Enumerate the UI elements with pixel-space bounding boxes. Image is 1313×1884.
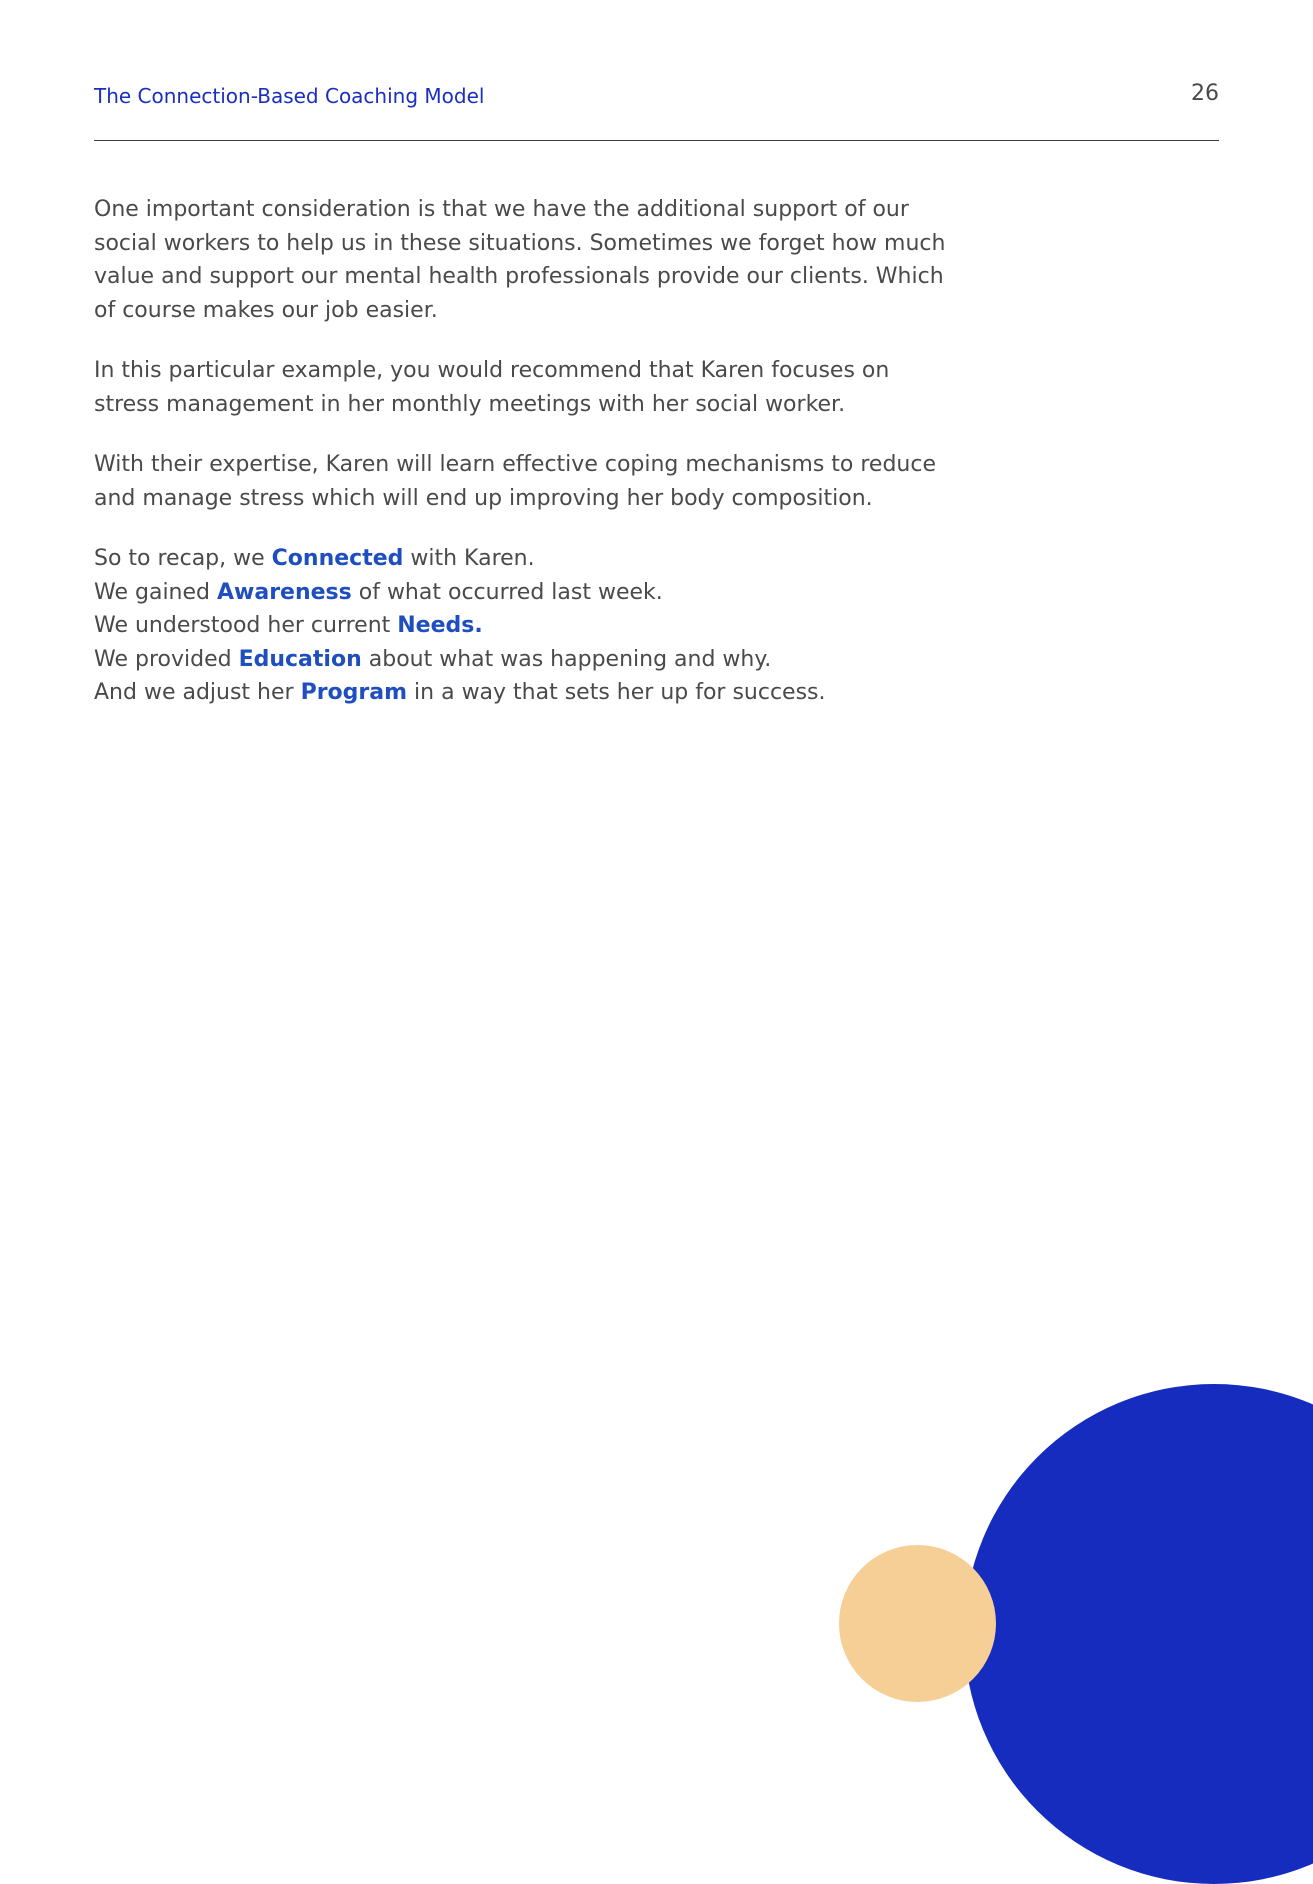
paragraph-social-workers <box>94 193 994 327</box>
recap-line-education <box>94 643 994 677</box>
text-line: of course makes our job easier. <box>94 297 438 323</box>
recap-line-program <box>94 676 994 710</box>
paragraph-expertise <box>94 448 994 515</box>
text-line: and manage stress which will end up improving her body composition. <box>94 485 873 511</box>
recap-line-needs <box>94 609 994 643</box>
recap-text: in a way that sets her up for success. <box>407 680 826 705</box>
recap-text: And we adjust her <box>94 680 301 705</box>
recap-list <box>94 542 994 710</box>
header-divider <box>94 140 1219 141</box>
running-header-title: The Connection-Based Coaching Model <box>94 84 485 108</box>
recap-text: We understood her current <box>94 613 398 638</box>
paragraph-recommendation <box>94 354 994 421</box>
keyword-education: Education <box>238 646 362 672</box>
decorative-peach-circle <box>839 1545 996 1702</box>
keyword-connected: Connected <box>271 546 404 571</box>
text-line: value and support our mental health professionals provide our clients. Which <box>94 264 944 289</box>
recap-text: of what occurred last week. <box>351 579 663 605</box>
recap-text: We provided <box>94 646 239 672</box>
keyword-program: Program <box>300 680 408 705</box>
text-line: One important consideration is that we have the additional support of our <box>94 197 909 222</box>
page-number: 26 <box>1191 81 1219 106</box>
text-line: With their expertise, Karen will learn effective coping mechanisms to reduce <box>94 452 936 477</box>
recap-line-awareness <box>94 576 994 610</box>
decorative-blue-circle <box>964 1384 1313 1884</box>
recap-text: We gained <box>94 579 217 605</box>
text-line: social workers to help us in these situations. Sometimes we forget how much <box>94 230 946 256</box>
text-line: stress management in her monthly meetings with her social worker. <box>94 391 846 417</box>
recap-text: about what was happening and why. <box>361 646 772 672</box>
keyword-awareness: Awareness <box>217 579 352 605</box>
recap-text: with Karen. <box>403 546 535 571</box>
recap-line-connected <box>94 542 994 576</box>
keyword-needs: Needs. <box>397 613 483 638</box>
body-text <box>94 193 994 737</box>
recap-text: So to recap, we <box>94 546 272 571</box>
text-line: In this particular example, you would recommend that Karen focuses on <box>94 358 890 383</box>
